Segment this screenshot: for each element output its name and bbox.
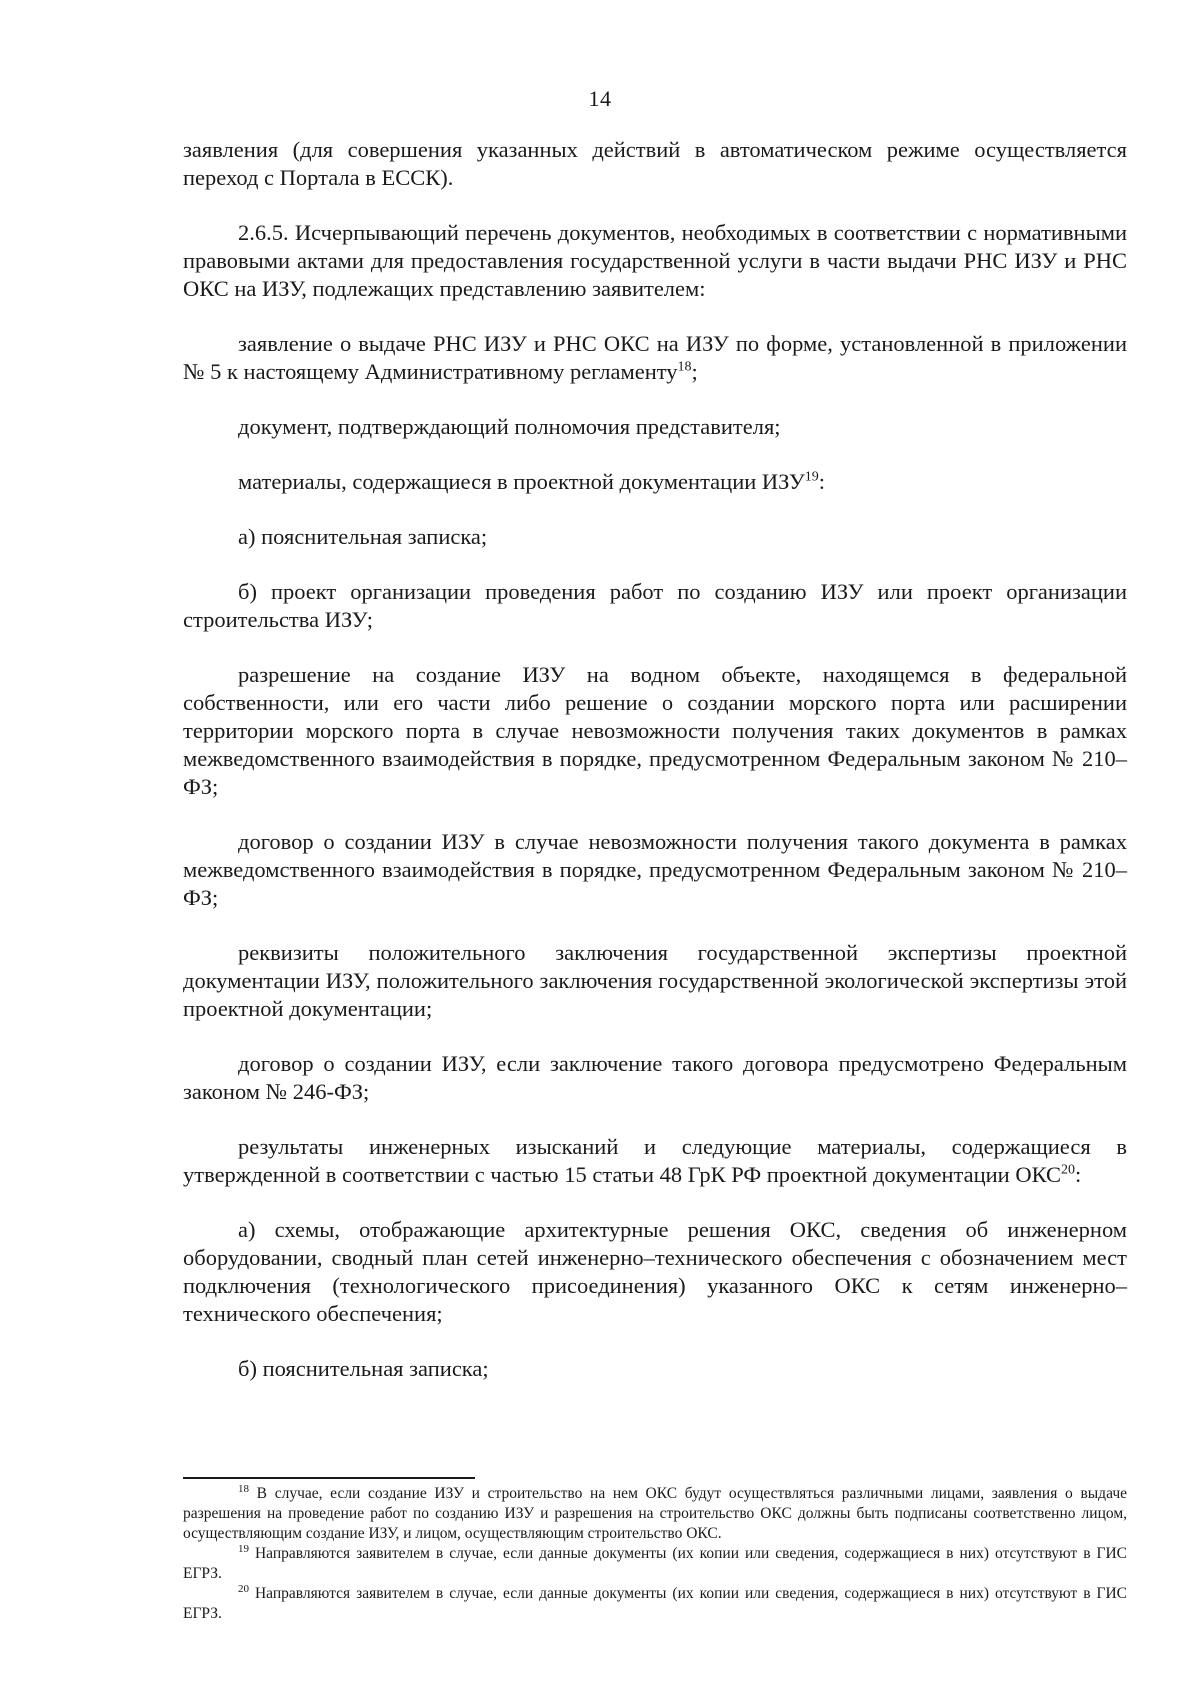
paragraph-1: заявления (для совершения указанных действий в автоматическом режиме осуществляется переход с Портала в ЕССК). bbox=[183, 137, 1127, 190]
footnote-ref-18[interactable]: 18 bbox=[677, 359, 692, 375]
paragraph-9: договор о создании ИЗУ в случае невозможности получения такого документа в рамках межведомственного взаимодействия в порядке, предусмотренном Федеральным законом № 210–ФЗ; bbox=[183, 829, 1127, 910]
footnote-18: $^{18}$ В случае, если создание ИЗУ и строительство на нем ОКС будут осуществляться различными лицами, заявления о выдаче разрешения на проведение работ по созданию ИЗУ и разрешения на строительство ОКС должны быть подписаны соответственно лицом, осуществляющим создание ИЗУ, и лицом, осуществляющим строительство ОКС. bbox=[183, 1482, 1127, 1542]
footnote-19: $^{19}$ Направляются заявителем в случае, если данные документы (их копии или сведения, содержащиеся в них) отсутствуют в ГИС ЕГРЗ. bbox=[183, 1542, 1127, 1582]
footnotes bbox=[183, 1484, 1127, 1624]
paragraph-10: реквизиты положительного заключения государственной экспертизы проектной документации ИЗУ, положительного заключения государственной экологической экспертизы этой проектной документации; bbox=[183, 940, 1127, 1021]
footnote-number: 19 bbox=[238, 1542, 249, 1555]
footnote-number: 20 bbox=[238, 1582, 249, 1595]
page-number: 14 bbox=[588, 86, 612, 111]
footnote-ref-19[interactable]: 19 bbox=[804, 469, 819, 485]
paragraph-8: разрешение на создание ИЗУ на водном объекте, находящемся в федеральной собственности, или его части либо решение о создании морского порта или расширении территории морского порта в случае невозможности получения таких документов в рамках межведомственного взаимодействия в порядке, предусмотренном Федеральным законом № 210–ФЗ; bbox=[183, 662, 1127, 799]
paragraph-14: б) пояснительная записка; bbox=[238, 1356, 489, 1381]
footnote-separator bbox=[183, 1477, 475, 1479]
body-text bbox=[183, 136, 1127, 1410]
paragraph-5: материалы, содержащиеся в проектной документации ИЗУ$^{19}$: bbox=[238, 469, 826, 494]
paragraph-6: а) пояснительная записка; bbox=[238, 524, 488, 549]
paragraph-2: 2.6.5. Исчерпывающий перечень документов, необходимых в соответствии с нормативными правовыми актами для предоставления государственной услуги в части выдачи РНС ИЗУ и РНС ОКС на ИЗУ, подлежащих представлению заявителем: bbox=[183, 220, 1127, 301]
paragraph-7: б) проект организации проведения работ по созданию ИЗУ или проект организации строительства ИЗУ; bbox=[183, 579, 1127, 632]
footnote-20: $^{20}$ Направляются заявителем в случае, если данные документы (их копии или сведения, содержащиеся в них) отсутствуют в ГИС ЕГРЗ. bbox=[183, 1582, 1127, 1622]
footnote-ref-20[interactable]: 20 bbox=[1061, 1162, 1076, 1178]
paragraph-12: результаты инженерных изысканий и следующие материалы, содержащиеся в утвержденной в соответствии с частью 15 статьи 48 ГрК РФ проектной документации ОКС$^{20}$: bbox=[183, 1134, 1127, 1187]
paragraph-13: а) схемы, отображающие архитектурные решения ОКС, сведения об инженерном оборудовании, сводный план сетей инженерно–технического обеспечения с обозначением мест подключения (технологического присоединения) указанного ОКС к сетям инженерно–технического обеспечения; bbox=[183, 1217, 1127, 1326]
paragraph-4: документ, подтверждающий полномочия представителя; bbox=[238, 414, 781, 439]
paragraph-11: договор о создании ИЗУ, если заключение такого договора предусмотрено Федеральным законом № 246-ФЗ; bbox=[183, 1051, 1127, 1104]
footnote-number: 18 bbox=[238, 1482, 249, 1495]
paragraph-3: заявление о выдаче РНС ИЗУ и РНС ОКС на ИЗУ по форме, установленной в приложении № 5 к настоящему Административному регламенту$^{18}$; bbox=[183, 331, 1127, 384]
